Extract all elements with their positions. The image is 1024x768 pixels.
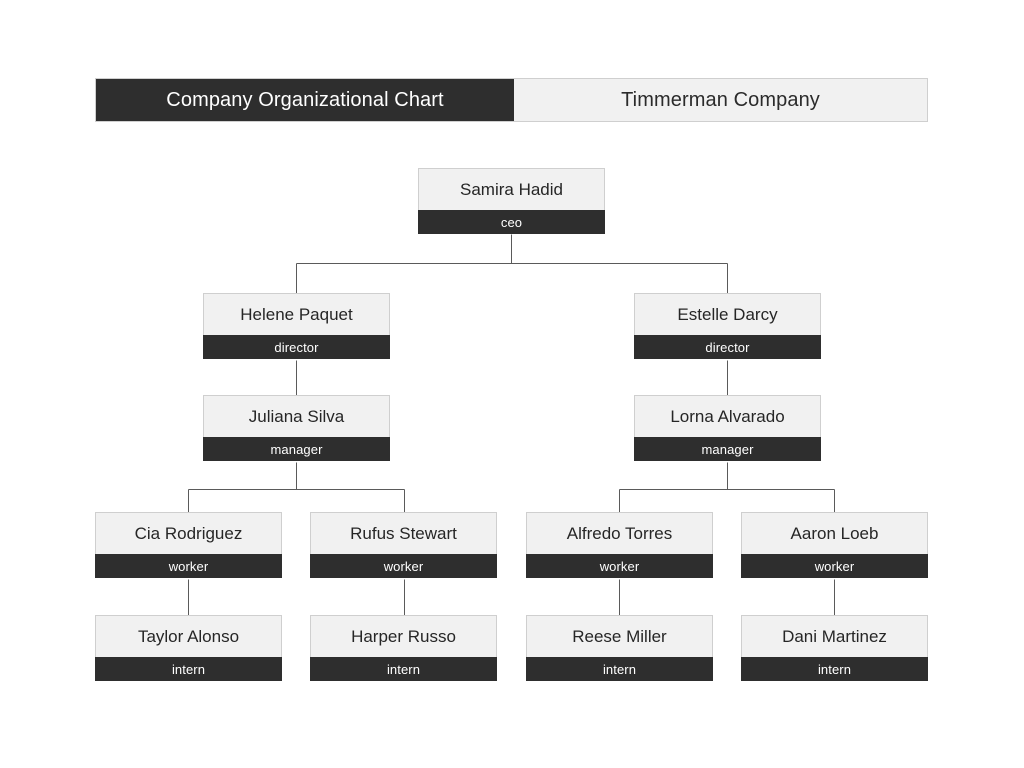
org-node-name: Juliana Silva bbox=[203, 395, 390, 437]
org-node[interactable] bbox=[634, 293, 821, 359]
org-node-role: director bbox=[203, 335, 390, 359]
org-node-role: intern bbox=[741, 657, 928, 681]
org-node[interactable] bbox=[418, 168, 605, 234]
org-node-name: Samira Hadid bbox=[418, 168, 605, 210]
org-node[interactable] bbox=[634, 395, 821, 461]
org-node-name: Alfredo Torres bbox=[526, 512, 713, 554]
org-node-role: intern bbox=[95, 657, 282, 681]
org-node[interactable] bbox=[310, 615, 497, 681]
org-node[interactable] bbox=[310, 512, 497, 578]
org-node[interactable] bbox=[741, 615, 928, 681]
page-title: Company Organizational Chart bbox=[96, 79, 514, 121]
org-node[interactable] bbox=[203, 293, 390, 359]
org-node[interactable] bbox=[741, 512, 928, 578]
org-node-name: Taylor Alonso bbox=[95, 615, 282, 657]
org-node-role: worker bbox=[741, 554, 928, 578]
org-node-name: Lorna Alvarado bbox=[634, 395, 821, 437]
chart-header bbox=[95, 78, 928, 122]
org-node[interactable] bbox=[95, 615, 282, 681]
org-node[interactable] bbox=[203, 395, 390, 461]
org-node-name: Cia Rodriguez bbox=[95, 512, 282, 554]
org-node-name: Helene Paquet bbox=[203, 293, 390, 335]
org-node-name: Reese Miller bbox=[526, 615, 713, 657]
org-node[interactable] bbox=[526, 615, 713, 681]
org-node-role: worker bbox=[526, 554, 713, 578]
org-node-name: Harper Russo bbox=[310, 615, 497, 657]
org-node-role: worker bbox=[310, 554, 497, 578]
org-node-role: ceo bbox=[418, 210, 605, 234]
company-name: Timmerman Company bbox=[514, 79, 927, 121]
org-node[interactable] bbox=[95, 512, 282, 578]
org-node-role: director bbox=[634, 335, 821, 359]
org-node-role: worker bbox=[95, 554, 282, 578]
org-node-role: manager bbox=[634, 437, 821, 461]
org-node-name: Estelle Darcy bbox=[634, 293, 821, 335]
org-node-role: manager bbox=[203, 437, 390, 461]
org-node-role: intern bbox=[310, 657, 497, 681]
org-node-name: Dani Martinez bbox=[741, 615, 928, 657]
org-node-name: Rufus Stewart bbox=[310, 512, 497, 554]
org-node[interactable] bbox=[526, 512, 713, 578]
org-node-role: intern bbox=[526, 657, 713, 681]
org-node-name: Aaron Loeb bbox=[741, 512, 928, 554]
